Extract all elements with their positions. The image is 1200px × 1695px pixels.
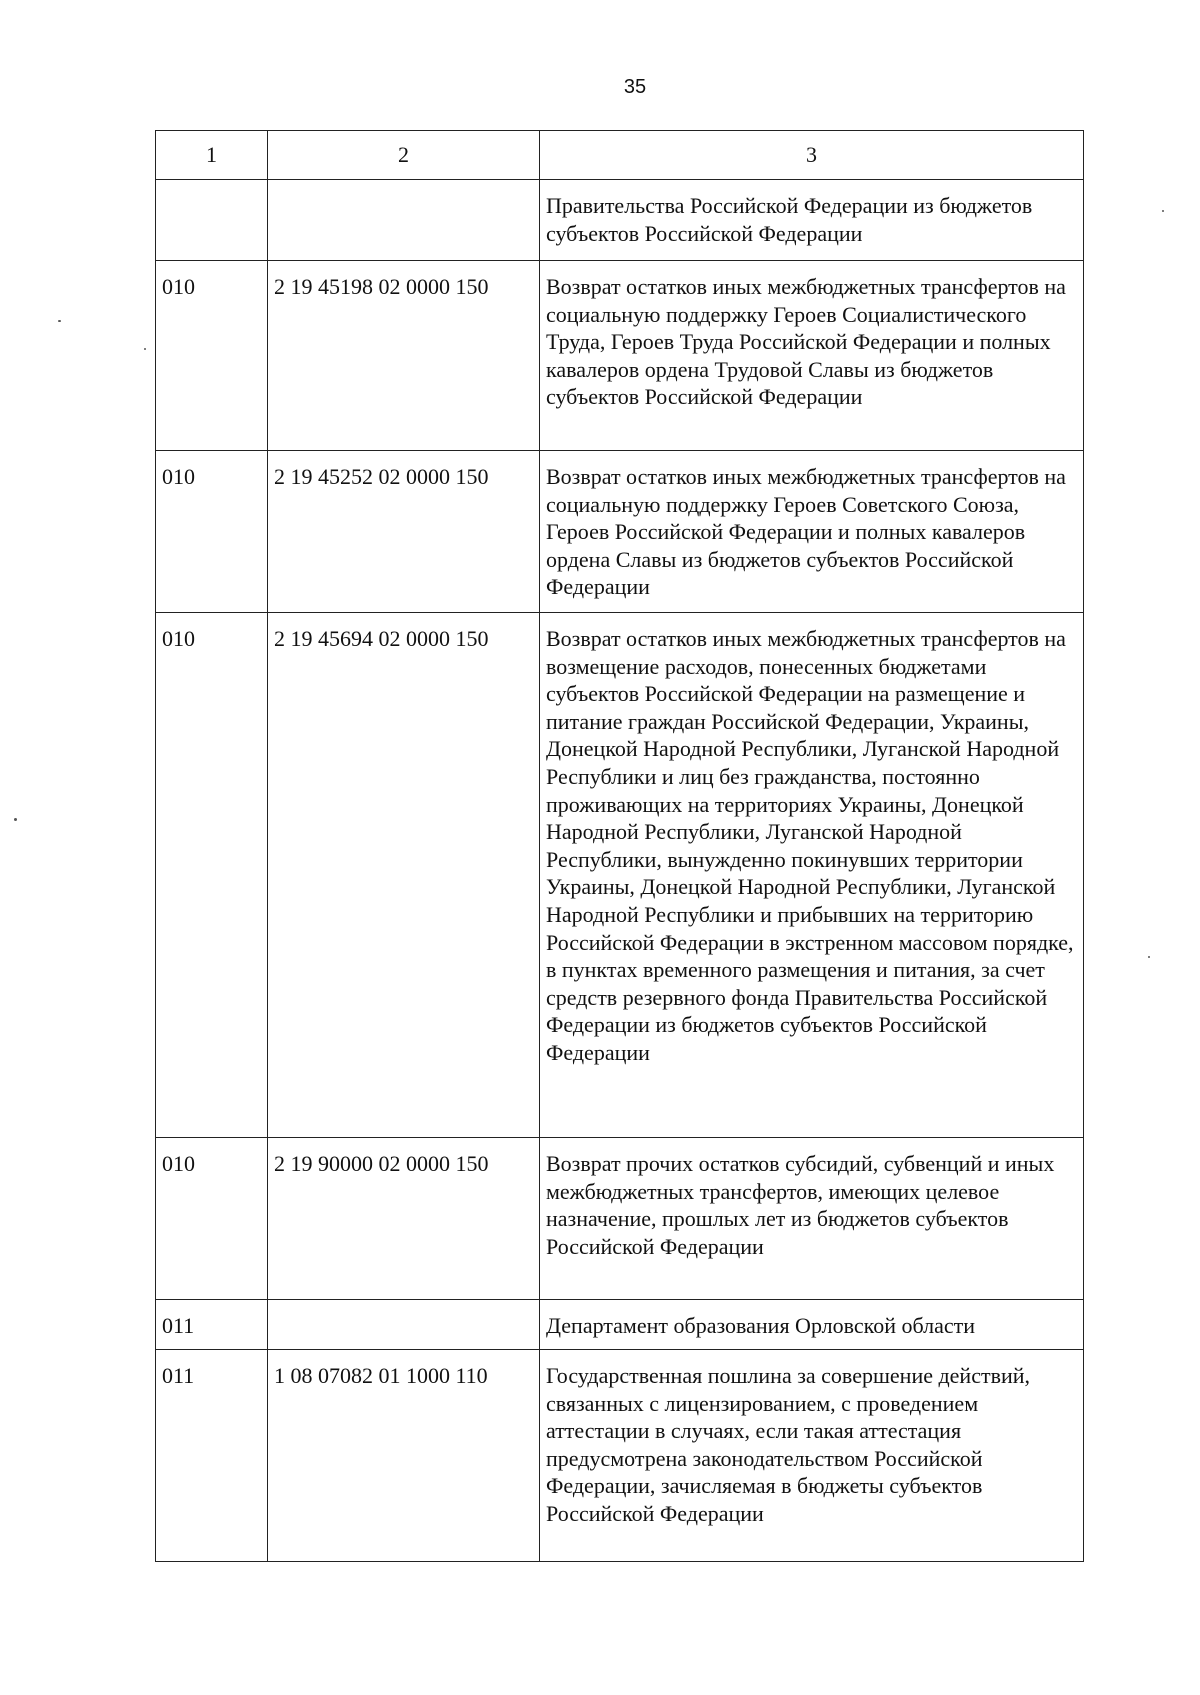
budget-code-cell [268, 1300, 540, 1350]
description: Департамент образования Орловской области [546, 1313, 976, 1338]
table-header-row [156, 131, 1084, 180]
budget-code: 2 19 45252 02 0000 150 [274, 464, 489, 489]
description-cell [540, 261, 1084, 451]
admin-code-cell [156, 613, 268, 1138]
header-col-1: 1 [156, 131, 268, 180]
budget-code-cell [268, 613, 540, 1138]
admin-code: 011 [162, 1313, 195, 1338]
description-cell [540, 451, 1084, 613]
scan-speck [58, 320, 61, 322]
budget-code [268, 180, 539, 192]
description: Правительства Российской Федерации из бюджетов субъектов Российской Федерации [546, 193, 1033, 246]
budget-code: 2 19 45198 02 0000 150 [274, 274, 489, 299]
admin-code: 010 [162, 1151, 195, 1176]
scan-speck [1162, 210, 1164, 212]
description-cell [540, 1300, 1084, 1350]
description: Государственная пошлина за совершение действий, связанных с лицензированием, с проведением аттестации в случаях, если такая аттестация предусмотрена законодательством Российской Федерации, зачисляемая в бюджеты субъектов Российской Федерации [546, 1363, 1031, 1526]
budget-code-cell [268, 261, 540, 451]
table-row [156, 180, 1084, 261]
description: Возврат остатков иных межбюджетных трансфертов на возмещение расходов, понесенных бюджетами субъектов Российской Федерации на размещение и питание граждан Российской Федерации, Украины, Донецкой Народной Республики, Луганской Народной Республики и лиц без гражданства, постоянно проживающих на территориях Украины, Донецкой Народной Республики, Луганской Народной Республики, вынужденно покинувших территории Украины, Донецкой Народной Республики, Луганской Народной Республики и прибывших на территорию Российской Федерации в экстренном массовом порядке, в пунктах временного размещения и питания, за счет средств резервного фонда Правительства Российской Федерации из бюджетов субъектов Российской Федерации [546, 626, 1074, 1065]
budget-code-table [155, 130, 1084, 1562]
scan-speck [144, 348, 146, 350]
admin-code-cell [156, 451, 268, 613]
description-cell [540, 1138, 1084, 1300]
budget-code-cell [268, 180, 540, 261]
admin-code-cell [156, 1138, 268, 1300]
budget-code-cell [268, 1138, 540, 1300]
admin-code: 011 [162, 1363, 195, 1388]
header-col-2: 2 [268, 131, 540, 180]
table-row [156, 261, 1084, 451]
description-cell [540, 613, 1084, 1138]
table-row [156, 1350, 1084, 1562]
budget-code: 1 08 07082 01 1000 110 [274, 1363, 488, 1388]
budget-code: 2 19 45694 02 0000 150 [274, 626, 489, 651]
description: Возврат остатков иных межбюджетных трансфертов на социальную поддержку Героев Социалистического Труда, Героев Труда Российской Федерации и полных кавалеров ордена Трудовой Славы из бюджетов субъектов Российской Федерации [546, 274, 1066, 410]
admin-code-cell [156, 1350, 268, 1562]
admin-code-cell [156, 180, 268, 261]
description: Возврат остатков иных межбюджетных трансфертов на социальную поддержку Героев Советского Союза, Героев Российской Федерации и полных кавалеров ордена Славы из бюджетов субъектов Российской Федерации [546, 464, 1066, 600]
admin-code: 010 [162, 274, 195, 299]
budget-code: 2 19 90000 02 0000 150 [274, 1151, 489, 1176]
description-cell [540, 180, 1084, 261]
admin-code [156, 180, 267, 192]
description: Возврат прочих остатков субсидий, субвенций и иных межбюджетных трансфертов, имеющих целевое назначение, прошлых лет из бюджетов субъектов Российской Федерации [546, 1151, 1055, 1259]
page-number: 35 [623, 76, 647, 98]
table-row [156, 1300, 1084, 1350]
header-col-3: 3 [540, 131, 1084, 180]
description-cell [540, 1350, 1084, 1562]
table-row [156, 451, 1084, 613]
table-row [156, 1138, 1084, 1300]
budget-code [268, 1300, 539, 1312]
admin-code-cell [156, 261, 268, 451]
budget-code-cell [268, 1350, 540, 1562]
admin-code-cell [156, 1300, 268, 1350]
budget-code-cell [268, 451, 540, 613]
admin-code: 010 [162, 464, 195, 489]
table-row [156, 613, 1084, 1138]
scan-speck [14, 818, 17, 821]
admin-code: 010 [162, 626, 195, 651]
scan-speck [1148, 956, 1150, 958]
